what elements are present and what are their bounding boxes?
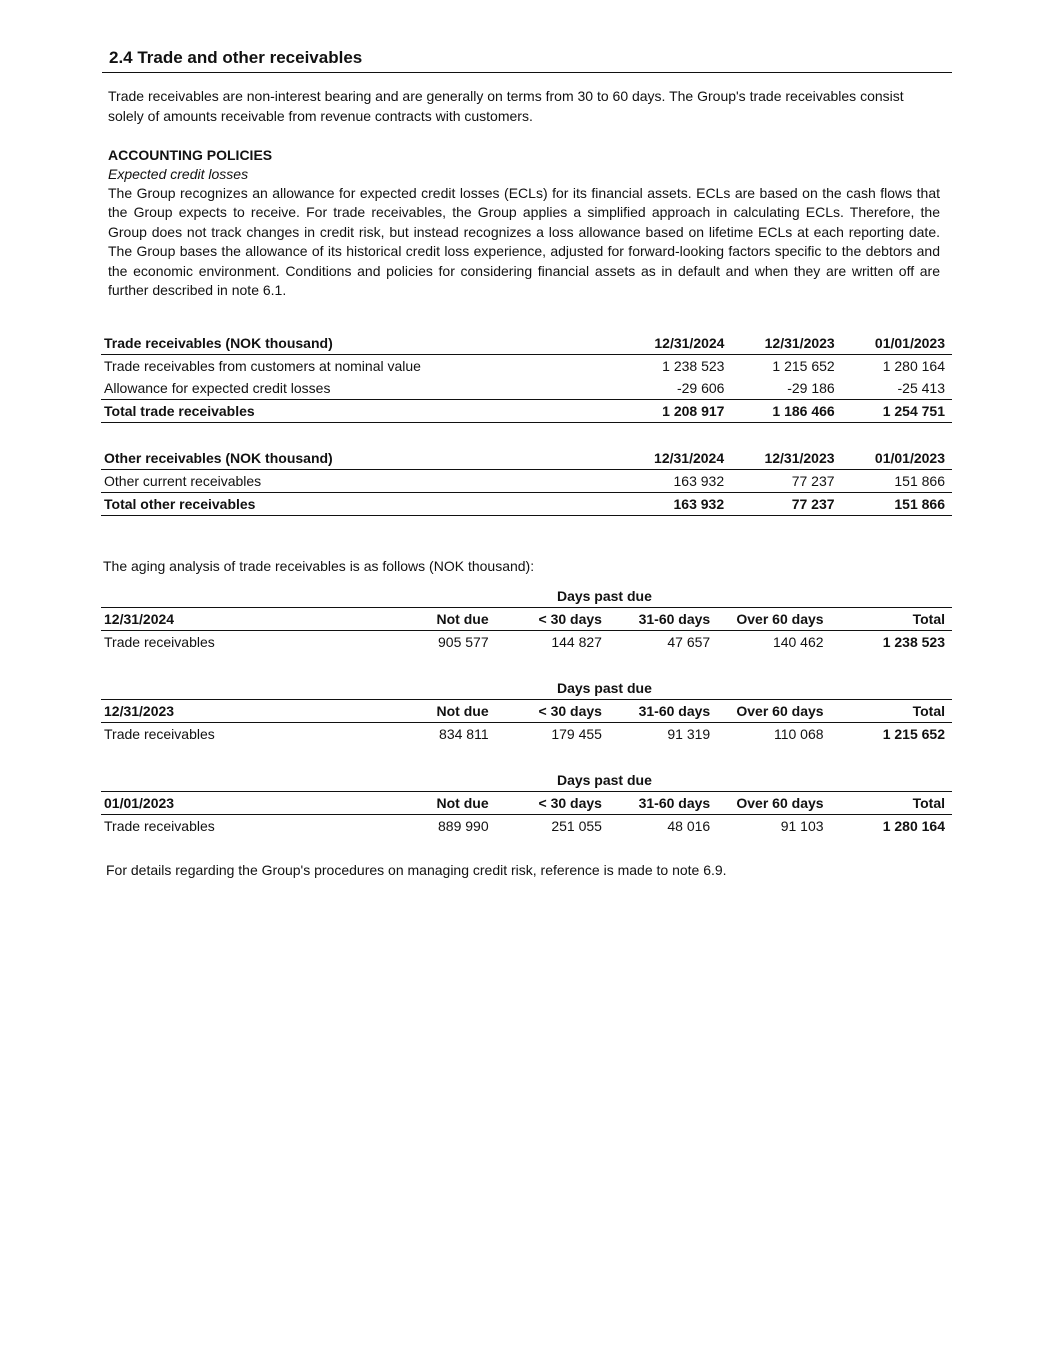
table-cell: -25 413 [897, 380, 945, 396]
row-label: Total other receivables [101, 493, 621, 516]
table-cell: 163 932 [621, 493, 731, 516]
aging-table-2024 [101, 585, 952, 653]
column-header: Other receivables (NOK thousand) [101, 447, 621, 470]
column-header: 31-60 days [609, 700, 717, 723]
column-header: Over 60 days [717, 700, 830, 723]
table-cell: -29 186 [787, 380, 835, 396]
row-label: Allowance for expected credit losses [104, 380, 331, 396]
days-past-due-label: Days past due [556, 680, 652, 696]
column-header: 12/31/2023 [101, 700, 405, 723]
table-cell: 1 208 917 [621, 400, 731, 423]
accounting-policies-heading: ACCOUNTING POLICIES [108, 147, 273, 163]
table-cell: 77 237 [791, 473, 835, 489]
column-header: < 30 days [496, 608, 609, 631]
column-header: 01/01/2023 [842, 447, 952, 470]
table-cell: 1 215 652 [772, 358, 835, 374]
table-cell: -29 606 [676, 380, 725, 396]
table-cell: 91 103 [780, 818, 824, 834]
table-header-row [101, 447, 952, 470]
table-cell: 144 827 [551, 634, 602, 650]
column-header: 12/31/2024 [621, 332, 731, 355]
table-cell: 1 254 751 [842, 400, 952, 423]
column-header: Not due [405, 700, 496, 723]
trade-receivables-table [101, 332, 952, 423]
accounting-policies-paragraph: The Group recognizes an allowance for expected credit losses (ECLs) for its financial assets. ECLs are based on the cash flows that the Group expects to receive. For trade receivables, the Group applies a simplified approach in calculating ECLs. Therefore, the Group does not track changes in credit risk, but instead recognizes a loss allowance based on lifetime ECLs at each reporting date. The Group bases the allowance of its historical credit loss experience, adjusted for forward-looking factors specific to the debtors and the economic environment. Conditions and policies for considering financial assets as in default and when they are written off are further described in note 6.1. [108, 185, 940, 299]
table-cell: 1 186 466 [731, 400, 841, 423]
row-label: Other current receivables [104, 473, 262, 489]
table-cell: 834 811 [439, 726, 489, 742]
row-label: Trade receivables [104, 634, 215, 650]
table-cell: 77 237 [731, 493, 841, 516]
aging-intro-text: The aging analysis of trade receivables is as follows (NOK thousand): [103, 558, 535, 574]
table-row [101, 355, 952, 378]
intro-paragraph: Trade receivables are non-interest bearing and are generally on terms from 30 to 60 days. The Group's trade receivables consist solely of amounts receivable from revenue contracts with customers. [108, 88, 904, 124]
aging-table-2023-opening [101, 769, 952, 837]
table-cell: 110 068 [773, 726, 824, 742]
table-row [101, 631, 952, 654]
table-cell: 48 016 [667, 818, 711, 834]
section-title: 2.4 Trade and other receivables [102, 48, 952, 73]
row-label: Trade receivables [104, 726, 215, 742]
table-row [101, 377, 952, 400]
column-header: 12/31/2023 [731, 332, 841, 355]
expected-credit-losses-subheading: Expected credit losses [108, 166, 249, 182]
column-header: Total [831, 608, 952, 631]
column-header: 31-60 days [609, 608, 717, 631]
total-row [101, 400, 952, 423]
table-header-row [101, 332, 952, 355]
table-cell: 1 280 164 [882, 358, 945, 374]
column-header: 12/31/2023 [731, 447, 841, 470]
column-header: Not due [405, 792, 496, 815]
table-cell: 163 932 [673, 473, 725, 489]
column-header: Total [831, 700, 952, 723]
table-cell: 1 238 523 [882, 634, 945, 650]
table-cell: 179 455 [551, 726, 602, 742]
table-cell: 151 866 [842, 493, 952, 516]
other-receivables-table [101, 447, 952, 516]
column-header: Over 60 days [717, 792, 830, 815]
table-header-row [101, 792, 952, 815]
column-header: < 30 days [496, 700, 609, 723]
column-header: Total [831, 792, 952, 815]
column-header: 01/01/2023 [842, 332, 952, 355]
row-label: Trade receivables from customers at nominal value [104, 358, 421, 374]
credit-risk-reference-note: For details regarding the Group's procedures on managing credit risk, reference is made to note 6.9. [106, 862, 727, 878]
row-label: Trade receivables [104, 818, 215, 834]
total-row [101, 493, 952, 516]
days-past-due-row [101, 769, 952, 792]
column-header: 31-60 days [609, 792, 717, 815]
table-cell: 151 866 [894, 473, 945, 489]
column-header: 12/31/2024 [101, 608, 405, 631]
column-header: Not due [405, 608, 496, 631]
table-cell: 91 319 [667, 726, 711, 742]
table-cell: 1 280 164 [882, 818, 945, 834]
table-cell: 47 657 [667, 634, 711, 650]
column-header: 12/31/2024 [621, 447, 731, 470]
table-header-row [101, 608, 952, 631]
table-cell: 889 990 [438, 818, 489, 834]
table-row [101, 815, 952, 838]
days-past-due-label: Days past due [556, 772, 652, 788]
aging-table-2023 [101, 677, 952, 745]
table-cell: 140 462 [772, 634, 824, 650]
table-row [101, 723, 952, 746]
table-cell: 905 577 [438, 634, 489, 650]
table-cell: 251 055 [551, 818, 602, 834]
column-header: < 30 days [496, 792, 609, 815]
column-header: Trade receivables (NOK thousand) [101, 332, 621, 355]
days-past-due-label: Days past due [556, 588, 652, 604]
table-cell: 1 215 652 [882, 726, 945, 742]
column-header: 01/01/2023 [101, 792, 405, 815]
days-past-due-row [101, 677, 952, 700]
days-past-due-row [101, 585, 952, 608]
table-header-row [101, 700, 952, 723]
table-row [101, 470, 952, 493]
column-header: Over 60 days [717, 608, 830, 631]
row-label: Total trade receivables [101, 400, 621, 423]
table-cell: 1 238 523 [662, 358, 725, 374]
